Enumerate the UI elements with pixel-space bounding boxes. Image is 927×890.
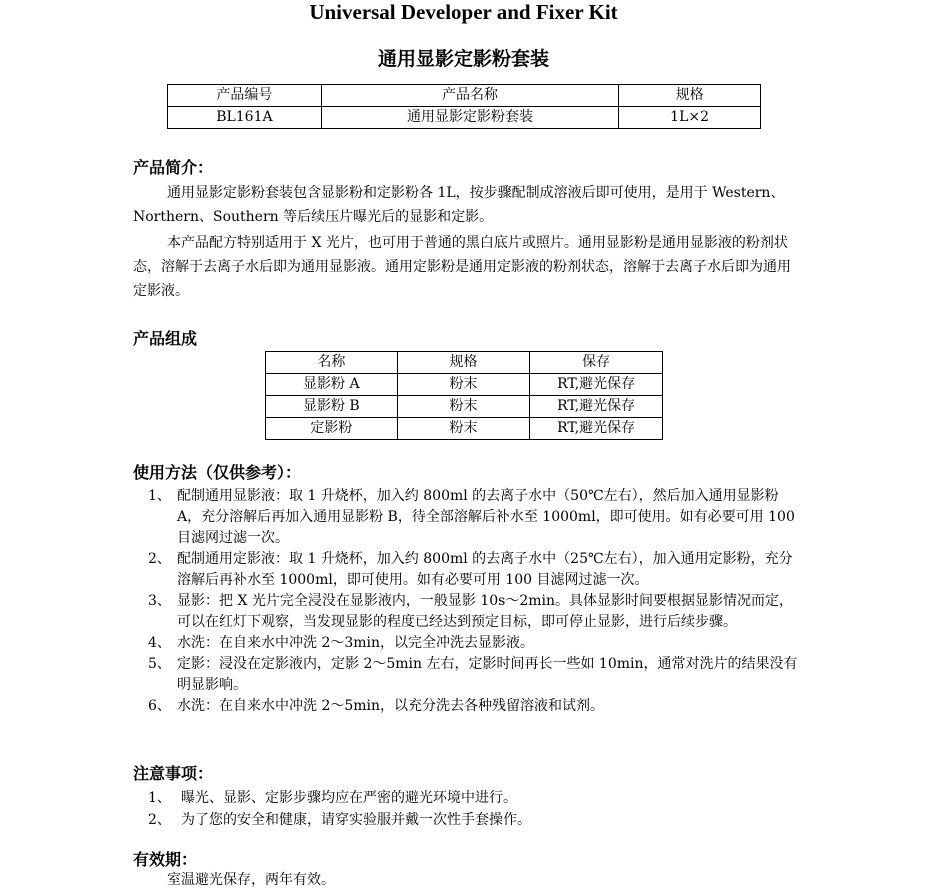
- step-text: 配制通用定影液：取 1 升烧杯，加入约 800ml 的去离子水中（25℃左右），加入通用定影粉，充分溶解后再补水至 1000ml，即可使用。如有必要可用 100 目滤网过滤一次。: [177, 551, 793, 588]
- header-spec: 规格: [619, 85, 761, 107]
- step-text: 水洗：在自来水中冲洗 2～3min，以完全冲洗去显影液。: [177, 635, 535, 651]
- step-number: 5、: [148, 656, 171, 672]
- step-text: 配制通用显影液：取 1 升烧杯，加入约 800ml 的去离子水中（50℃左右），然后加入通用显影粉 A，充分溶解后再加入通用显影粉 B，待全部溶解后补水至 1000ml，即可使用。如有必要可用 100 目滤网过滤一次。: [177, 488, 795, 546]
- cell-name: 定影粉: [266, 418, 398, 440]
- document-title-chinese: 通用显影定影粉套装: [377, 48, 549, 70]
- cell-spec: 粉末: [397, 418, 530, 440]
- list-item: [133, 787, 798, 809]
- intro-paragraph-2: 本产品配方特别适用于 X 光片，也可用于普通的黑白底片或照片。通用显影粉是通用显影液的粉剂状态，溶解于去离子水后即为通用显影液。通用定影粉是通用定影液的粉剂状态，溶解于去离子水后即为通用定影液。: [133, 235, 791, 299]
- intro-paragraph-1: 通用显影定影粉套装包含显影粉和定影粉各 1L，按步骤配制成溶液后即可使用，是用于 Western、Northern、Southern 等后续压片曝光后的显影和定影。: [133, 185, 785, 225]
- table-row: [266, 374, 663, 396]
- usage-steps-list: [133, 486, 798, 717]
- step-text: 定影：浸没在定影液内，定影 2～5min 左右，定影时间再长一些如 10min，通常对洗片的结果没有明显影响。: [177, 656, 798, 693]
- composition-heading: 产品组成: [133, 329, 198, 348]
- list-item: [133, 591, 798, 633]
- notes-heading: 注意事项：: [133, 764, 214, 783]
- note-number: 1、: [148, 790, 171, 806]
- table-row: [266, 396, 663, 418]
- step-number: 2、: [148, 551, 171, 567]
- header-product-name: 产品名称: [321, 85, 618, 107]
- cell-spec: 1L×2: [619, 107, 761, 129]
- cell-product-code: BL161A: [168, 107, 322, 129]
- header-name: 名称: [266, 352, 398, 374]
- document-title-english: Universal Developer and Fixer Kit: [309, 0, 618, 24]
- table-row: [266, 418, 663, 440]
- cell-spec: 粉末: [397, 396, 530, 418]
- list-item: [133, 633, 798, 654]
- cell-name: 显影粉 B: [266, 396, 398, 418]
- step-number: 1、: [148, 488, 171, 504]
- cell-storage: RT,避光保存: [530, 418, 663, 440]
- step-number: 4、: [148, 635, 171, 651]
- note-text: 为了您的安全和健康，请穿实验服并戴一次性手套操作。: [181, 812, 531, 828]
- list-item: [133, 549, 798, 591]
- list-item: [133, 809, 798, 831]
- step-number: 3、: [148, 593, 171, 609]
- note-number: 2、: [148, 812, 171, 828]
- cell-name: 显影粉 A: [266, 374, 398, 396]
- header-product-code: 产品编号: [168, 85, 322, 107]
- composition-table: [265, 351, 663, 440]
- table-row: [168, 107, 761, 129]
- notes-list: [133, 787, 798, 831]
- validity-text: 室温避光保存，两年有效。: [167, 872, 335, 888]
- table-header-row: [266, 352, 663, 374]
- step-text: 水洗：在自来水中冲洗 2～5min，以充分洗去各种残留溶液和试剂。: [177, 698, 605, 714]
- table-header-row: [168, 85, 761, 107]
- cell-storage: RT,避光保存: [530, 396, 663, 418]
- list-item: [133, 696, 798, 717]
- intro-heading: 产品简介：: [133, 158, 214, 177]
- note-text: 曝光、显影、定影步骤均应在严密的避光环境中进行。: [181, 790, 517, 806]
- cell-product-name: 通用显影定影粉套装: [321, 107, 618, 129]
- list-item: [133, 486, 798, 549]
- usage-heading: 使用方法（仅供参考）：: [133, 463, 302, 482]
- cell-spec: 粉末: [397, 374, 530, 396]
- header-spec: 规格: [397, 352, 530, 374]
- step-number: 6、: [148, 698, 171, 714]
- list-item: [133, 654, 798, 696]
- product-info-table: [167, 84, 761, 129]
- validity-heading: 有效期：: [133, 850, 198, 869]
- header-storage: 保存: [530, 352, 663, 374]
- step-text: 显影：把 X 光片完全浸没在显影液内，一般显影 10s～2min。具体显影时间要根据显影情况而定，可以在红灯下观察，当发现显影的程度已经达到预定目标，即可停止显影，进行后续步骤。: [177, 593, 793, 630]
- cell-storage: RT,避光保存: [530, 374, 663, 396]
